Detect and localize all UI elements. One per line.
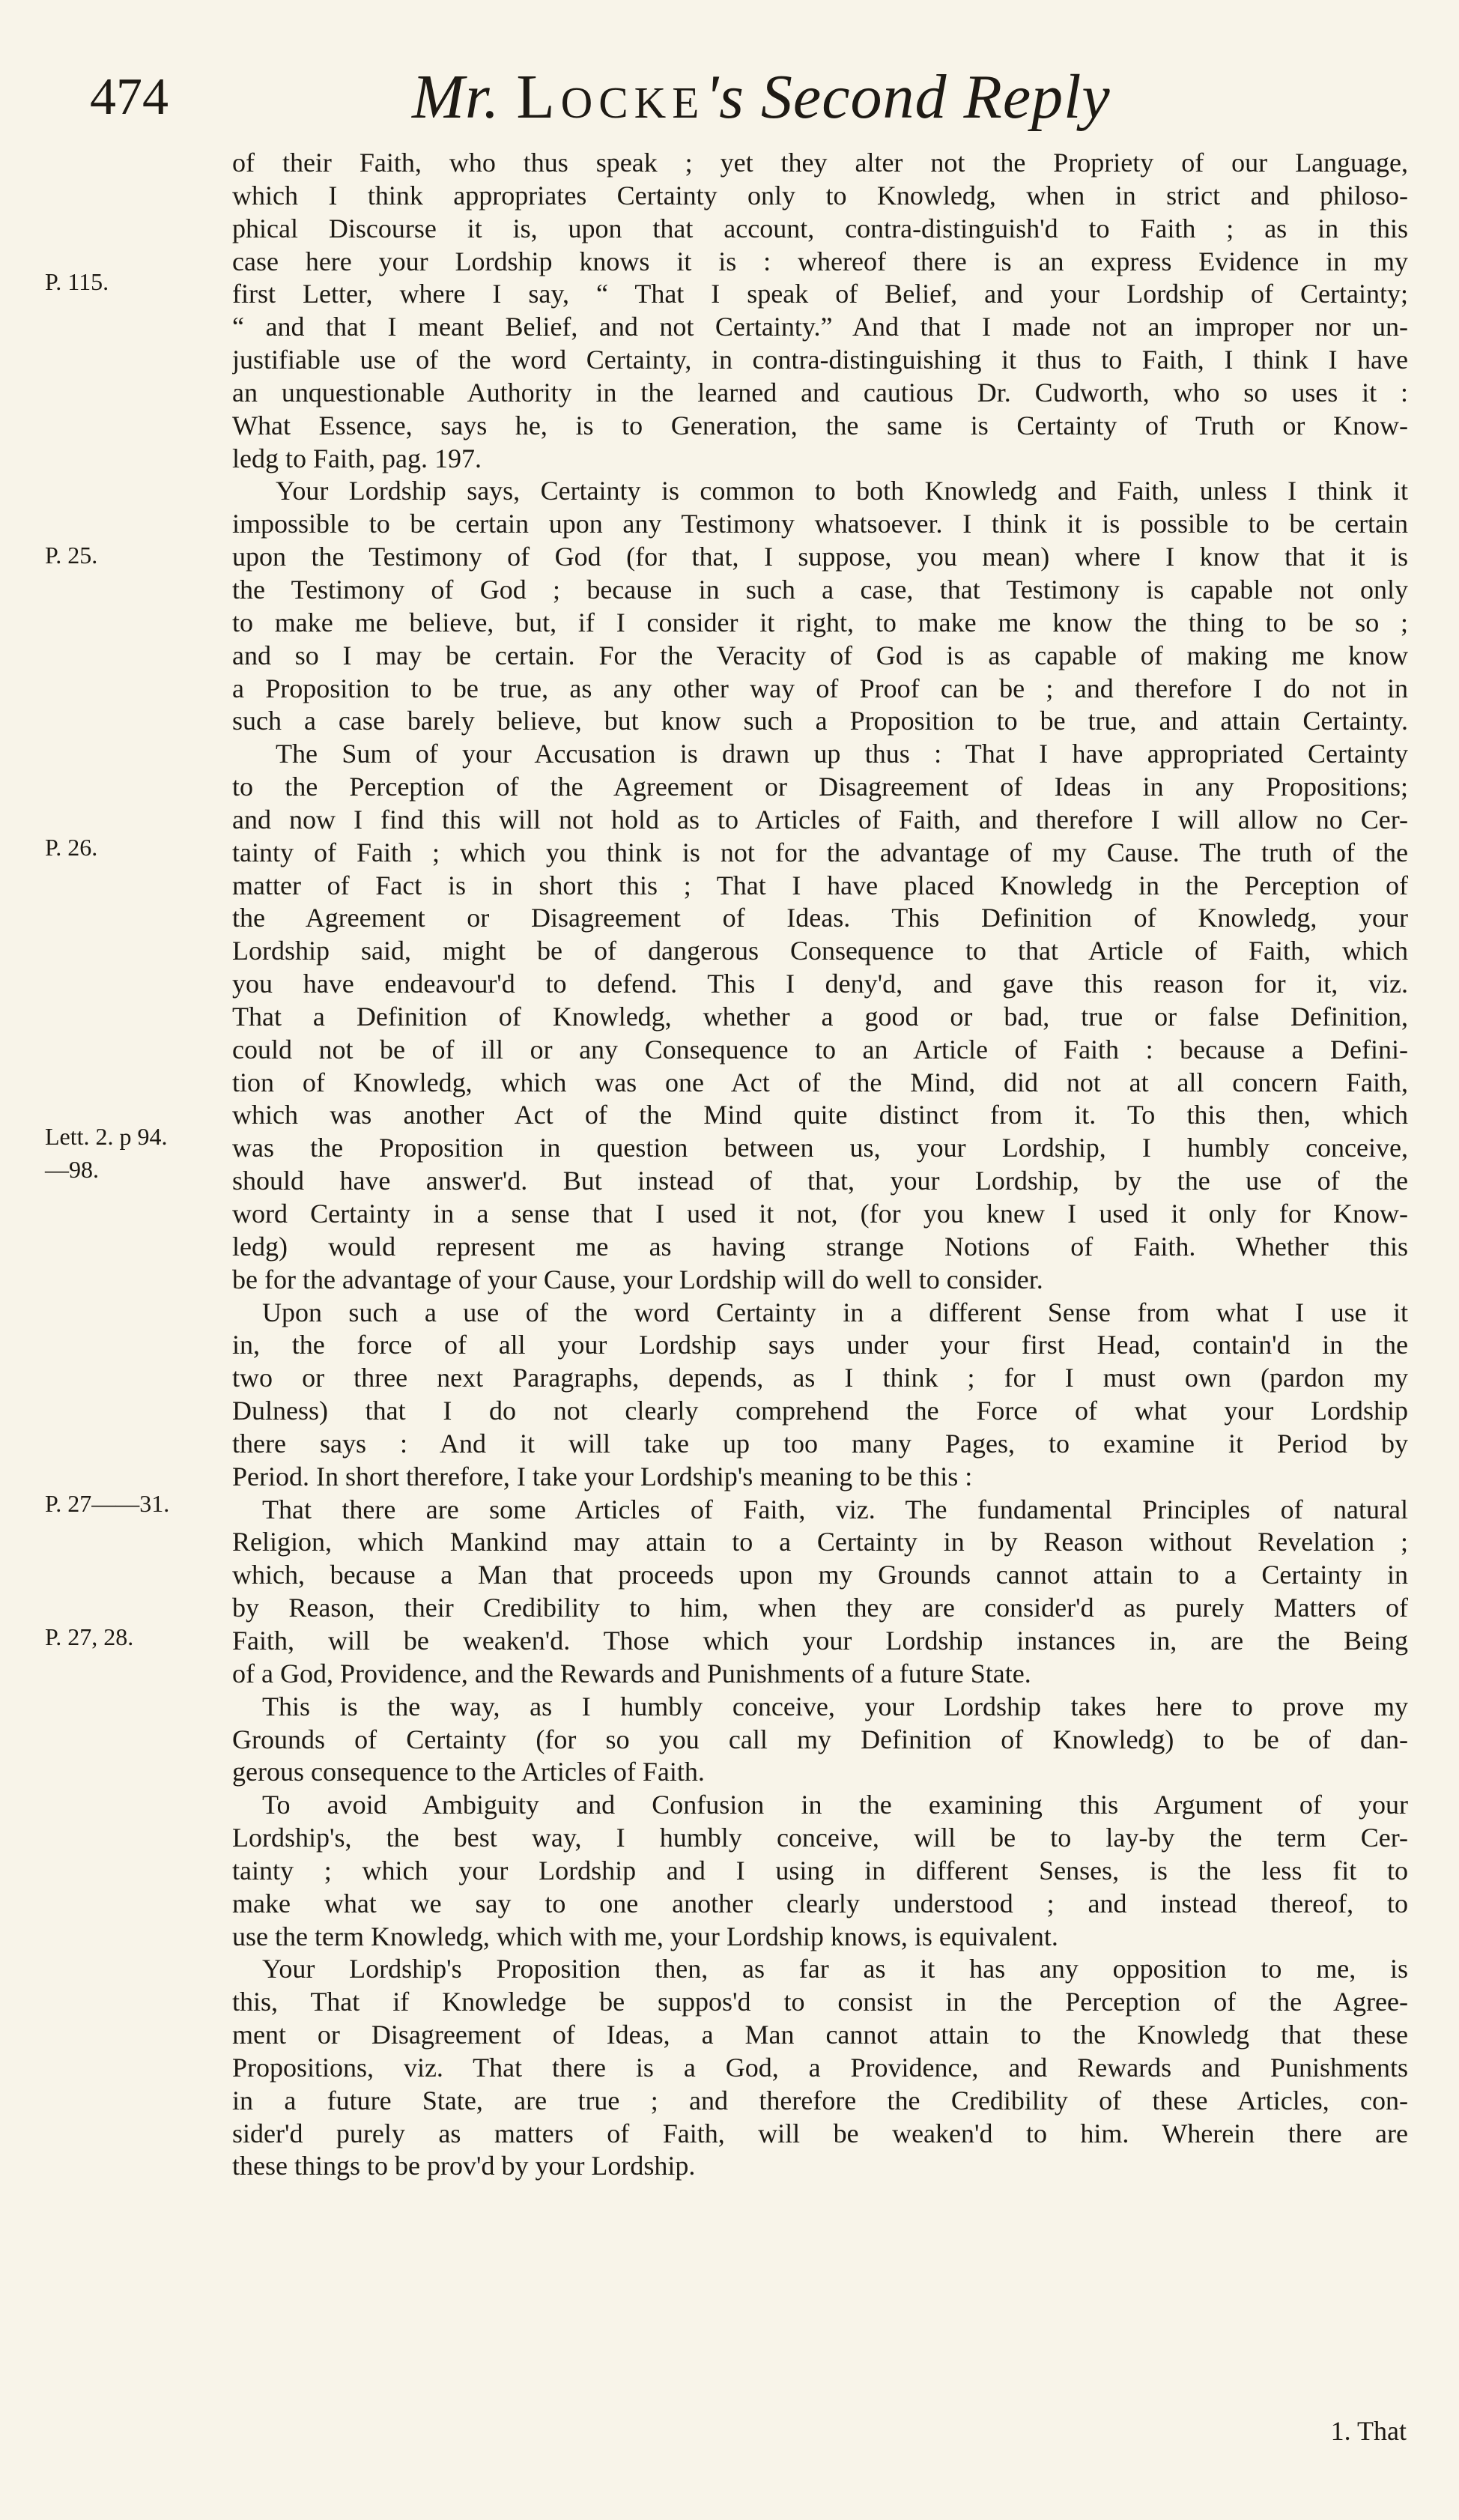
text-line: The Sum of your Accusation is drawn up thus : That I have appropriated Certainty [276, 739, 1408, 769]
text-line: matter of Fact is in short this ; That I have placed Knowledg in the Perception of [232, 870, 1408, 900]
text-line: the Agreement or Disagreement of Ideas. This Definition of Knowledg, your [232, 903, 1408, 933]
text-line: these things to be prov'd by your Lordship. [232, 2151, 696, 2181]
margin-note: —98. [45, 1156, 99, 1183]
catchword: 1. That [1330, 2416, 1407, 2446]
text-line: first Letter, where I say, “ That I speak of Belief, and your Lordship of Certainty; [232, 279, 1408, 309]
text-line: this, That if Knowledge be suppos'd to consist in the Perception of the Agree- [232, 1987, 1408, 2017]
text-line: impossible to be certain upon any Testimony whatsoever. I think it is possible to be certain [232, 509, 1408, 539]
text-line: an unquestionable Authority in the learned and cautious Dr. Cudworth, who so uses it : [232, 377, 1408, 408]
text-line: use the term Knowledg, which with me, your Lordship knows, is equivalent. [232, 1921, 1058, 1951]
text-line: to the Perception of the Agreement or Disagreement of Ideas in any Propositions; [232, 772, 1408, 802]
text-line: tainty ; which your Lordship and I using in different Senses, is the less fit to [232, 1855, 1408, 1886]
text-line: That a Definition of Knowledg, whether a good or bad, true or false Definition, [232, 1001, 1408, 1032]
text-line: which, because a Man that proceeds upon my Grounds cannot attain to a Certainty in [232, 1560, 1408, 1590]
margin-note: P. 115. [45, 268, 109, 295]
text-line: upon the Testimony of God (for that, I suppose, you mean) where I know that it is [232, 542, 1408, 572]
text-line: was the Proposition in question between us, your Lordship, I humbly conceive, [232, 1133, 1408, 1163]
text-line: Propositions, viz. That there is a God, a Providence, and Rewards and Punishments [232, 2052, 1408, 2083]
margin-note: P. 27, 28. [45, 1623, 134, 1650]
text-line: Period. In short therefore, I take your Lordship's meaning to be this : [232, 1461, 973, 1491]
text-line: Your Lordship's Proposition then, as far as it has any opposition to me, is [262, 1954, 1408, 1984]
text-line: a Proposition to be true, as any other way of Proof can be ; and therefore I do not in [232, 673, 1408, 703]
text-line: ledg to Faith, pag. 197. [232, 443, 482, 473]
running-head [412, 60, 1111, 135]
text-line: and so I may be certain. For the Veracity of God is as capable of making me know [232, 640, 1408, 670]
page-header [90, 60, 1408, 142]
text-line: the Testimony of God ; because in such a case, that Testimony is capable not only [232, 574, 1408, 605]
text-line: which was another Act of the Mind quite distinct from it. To this then, which [232, 1100, 1408, 1130]
text-line: to make me believe, but, if I consider it right, to make me know the thing to be so ; [232, 607, 1408, 637]
text-line: tion of Knowledg, which was one Act of the Mind, did not at all concern Faith, [232, 1067, 1408, 1097]
text-line: To avoid Ambiguity and Confusion in the examining this Argument of your [262, 1790, 1408, 1820]
text-line: tainty of Faith ; which you think is not for the advantage of my Cause. The truth of the [232, 837, 1408, 867]
text-line: sider'd purely as matters of Faith, will be weaken'd to him. Wherein there are [232, 2118, 1408, 2148]
text-line: ment or Disagreement of Ideas, a Man cannot attain to the Knowledg that these [232, 2020, 1408, 2050]
text-line: in a future State, are true ; and therefore the Credibility of these Articles, con- [232, 2085, 1408, 2115]
text-line: Dulness) that I do not clearly comprehend the Force of what your Lordship [232, 1396, 1408, 1426]
margin-note: Lett. 2. p 94. [45, 1123, 168, 1150]
text-line: Faith, will be weaken'd. Those which your Lordship instances in, are the Being [232, 1625, 1408, 1656]
text-line: Upon such a use of the word Certainty in a different Sense from what I use it [262, 1297, 1408, 1327]
text-line: “ and that I meant Belief, and not Certainty.” And that I made not an improper nor un- [232, 312, 1408, 342]
text-line: there says : And it will take up too many Pages, to examine it Period by [232, 1428, 1408, 1459]
text-line: What Essence, says he, is to Generation, the same is Certainty of Truth or Know- [232, 410, 1408, 440]
text-line: in, the force of all your Lordship says under your first Head, contain'd in the [232, 1330, 1408, 1360]
text-line: of their Faith, who thus speak ; yet they alter not the Propriety of our Language, [232, 148, 1408, 178]
margin-note: P. 26. [45, 834, 98, 861]
text-line: two or three next Paragraphs, depends, as I think ; for I must own (pardon my [232, 1363, 1408, 1393]
text-line: could not be of ill or any Consequence to an Article of Faith : because a Defini- [232, 1034, 1408, 1064]
text-line: be for the advantage of your Cause, your Lordship will do well to consider. [232, 1264, 1043, 1294]
text-line: Religion, which Mankind may attain to a Certainty in by Reason without Revelation ; [232, 1527, 1408, 1557]
text-line: justifiable use of the word Certainty, in contra-distinguishing it thus to Faith, I think I have [232, 345, 1408, 375]
text-line: Lordship said, might be of dangerous Consequence to that Article of Faith, which [232, 936, 1408, 966]
running-head-name: Locke [516, 62, 706, 132]
text-line: Grounds of Certainty (for so you call my Definition of Knowledg) to be of dan- [232, 1724, 1408, 1754]
text-line: by Reason, their Credibility to him, when they are consider'd as purely Matters of [232, 1593, 1408, 1623]
text-line: This is the way, as I humbly conceive, your Lordship takes here to prove my [262, 1691, 1408, 1721]
text-line: phical Discourse it is, upon that account, contra-distinguish'd to Faith ; as in this [232, 213, 1408, 243]
page-number: 474 [90, 68, 169, 126]
text-line: Lordship's, the best way, I humbly conceive, will be to lay-by the term Cer- [232, 1823, 1408, 1853]
margin-note: P. 25. [45, 542, 98, 569]
text-line: gerous consequence to the Articles of Faith. [232, 1757, 705, 1787]
text-line: Your Lordship says, Certainty is common to both Knowledg and Faith, unless I think it [276, 476, 1408, 506]
text-line: such a case barely believe, but know such a Proposition to be true, and attain Certainty. [232, 706, 1408, 736]
text-line: case here your Lordship knows it is : whereof there is an express Evidence in my [232, 246, 1408, 276]
text-line: make what we say to one another clearly understood ; and instead thereof, to [232, 1888, 1408, 1918]
text-line: should have answer'd. But instead of that, your Lordship, by the use of the [232, 1166, 1408, 1196]
body-text [232, 147, 1408, 2183]
text-line: and now I find this will not hold as to Articles of Faith, and therefore I will allow no Cer- [232, 804, 1408, 835]
running-head-prefix: Mr. [412, 62, 500, 132]
text-line: word Certainty in a sense that I used it not, (for you knew I used it only for Know- [232, 1199, 1408, 1229]
text-line: you have endeavour'd to defend. This I deny'd, and gave this reason for it, viz. [232, 969, 1408, 999]
margin-note: P. 27——31. [45, 1490, 170, 1517]
text-line: of a God, Providence, and the Rewards and Punishments of a future State. [232, 1658, 1031, 1688]
text-line: ledg) would represent me as having strange Notions of Faith. Whether this [232, 1231, 1408, 1261]
text-line: That there are some Articles of Faith, viz. The fundamental Principles of natural [262, 1494, 1408, 1524]
text-line: which I think appropriates Certainty only to Knowledg, when in strict and philoso- [232, 180, 1408, 210]
running-head-suffix: 's Second Reply [705, 62, 1111, 132]
